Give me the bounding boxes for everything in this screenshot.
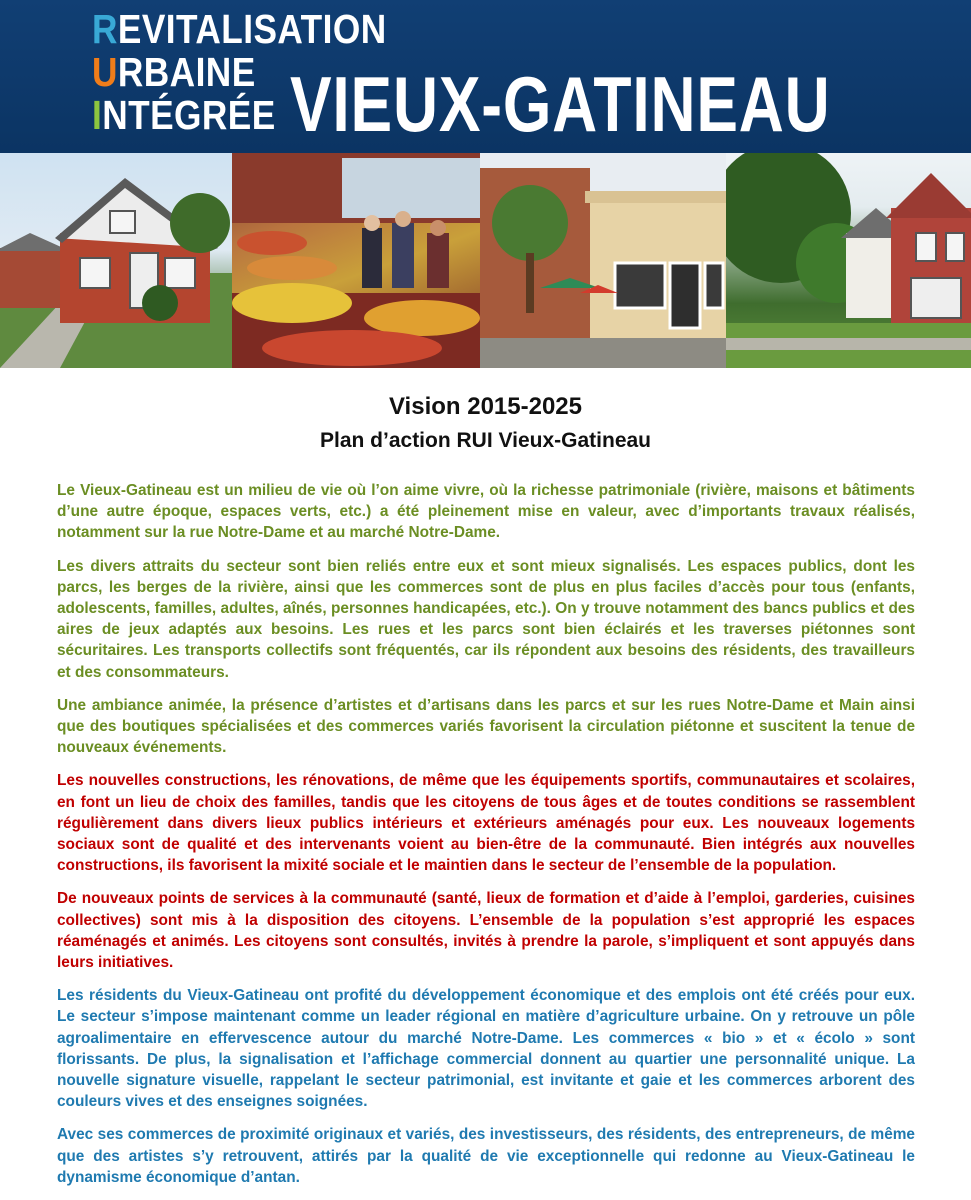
paragraph-accessibility: Les divers attraits du secteur sont bien reliés entre eux et sont mieux signalisés. Les espaces publics, dont les parcs, les berges de la rivière, ainsi que les commerces sont de plus en plus faciles d’accès pour tous (enfants, adolescents, familles, adultes, aînés, personnes handicapées, etc.). On y trouve notamment des bancs publics et des aires de jeux adaptés aux besoins. Les rues et les parcs sont bien éclairés et les traverses piétonnes sont sécuritaires. Les transports collectifs sont fréquentés, car ils répondent aux besoins des résidents, des travailleurs et des consommateurs. xyxy=(57,557,915,681)
vision-text xyxy=(57,480,915,1200)
page-subtitle: Plan d’action RUI Vieux-Gatineau xyxy=(319,429,652,452)
page-title: Vision 2015-2025 xyxy=(388,393,583,420)
logo-initial-i: I xyxy=(92,92,103,138)
paragraph-heritage: Le Vieux-Gatineau est un milieu de vie où l’on aime vivre, où la richesse patrimoniale (rivière, maisons et bâtiments d’une autre époque, espaces verts, etc.) a été pleinement mise en valeur, avec d’importants travaux réalisés, notamment sur la rue Notre-Dame et au marché Notre-Dame. xyxy=(57,482,915,542)
paragraph-constructions: Les nouvelles constructions, les rénovations, de même que les équipements sportifs, communautaires et scolaires, en font un lieu de choix des familles, tandis que les citoyens de tous âges et de toutes conditions se rassemblent régulièrement dans divers lieux publics intérieurs et extérieurs aménagés pour eux. Les nouveaux logements sociaux sont de qualité et des intervenants voient au bien-être de la communauté. Bien intégrés aux nouvelles constructions, ils favorisent la mixité sociale et le maintien dans le secteur de l’ensemble de la population. xyxy=(57,772,915,875)
storefront-illustration xyxy=(480,153,726,368)
market-illustration xyxy=(232,153,480,368)
house-illustration xyxy=(0,153,232,368)
photo-house xyxy=(0,153,232,368)
logo-word-integree: NTÉGRÉE xyxy=(102,92,276,138)
logo-line-revitalisation xyxy=(92,8,387,51)
header-banner xyxy=(0,0,971,153)
paragraph-commerce: Avec ses commerces de proximité originaux et variés, des investisseurs, des résidents, des entrepreneurs, de même que des artistes s’y retrouvent, attirés par la qualité de vie exceptionnelle qui redonne au Vieux-Gatineau le dynamisme économique d’antan. xyxy=(57,1126,915,1186)
logo-initial-r: R xyxy=(92,6,118,52)
residential-illustration xyxy=(726,153,971,368)
logo-word-urbaine: RBAINE xyxy=(117,49,256,95)
photo-residential-street xyxy=(726,153,971,368)
logo-word-revitalisation: EVITALISATION xyxy=(117,6,387,52)
paragraph-ambiance: Une ambiance animée, la présence d’artistes et d’artisans dans les parcs et sur les rues Notre-Dame et Main ainsi que des boutiques spécialisées et des commerces variés favorisent la circulation piétonne et suscitent la tenue de nouveaux événements. xyxy=(57,696,915,757)
photo-strip xyxy=(0,153,971,368)
logo-initial-u: U xyxy=(92,49,118,95)
banner-place-name: VIEUX-GATINEAU xyxy=(290,60,831,148)
paragraph-services: De nouveaux points de services à la communauté (santé, lieux de formation et d’aide à l’emploi, garderies, cuisines collectives) sont mis à la disposition des citoyens. L’ensemble de la population s’est approprié les espaces réaménagés et animés. Les citoyens sont consultés, invités à prendre la parole, s’impliquent et sont appuyés dans leurs initiatives. xyxy=(57,890,915,972)
photo-market xyxy=(232,153,480,368)
paragraph-economy: Les résidents du Vieux-Gatineau ont profité du développement économique et des emplois ont été créés pour eux. Le secteur s’impose maintenant comme un leader régional en matière d’agriculture urbaine. On y retrouve un pôle agroalimentaire en effervescence autour du marché Notre-Dame. Les commerces « bio » et « écolo » sont florissants. De plus, la signalisation et l’affichage commercial donnent au quartier une personnalité unique. La nouvelle signature visuelle, rappelant le secteur patrimonial, est invitante et gaie et les commerces arborent des couleurs vives et des enseignes soignées. xyxy=(57,987,915,1111)
photo-storefront xyxy=(480,153,726,368)
